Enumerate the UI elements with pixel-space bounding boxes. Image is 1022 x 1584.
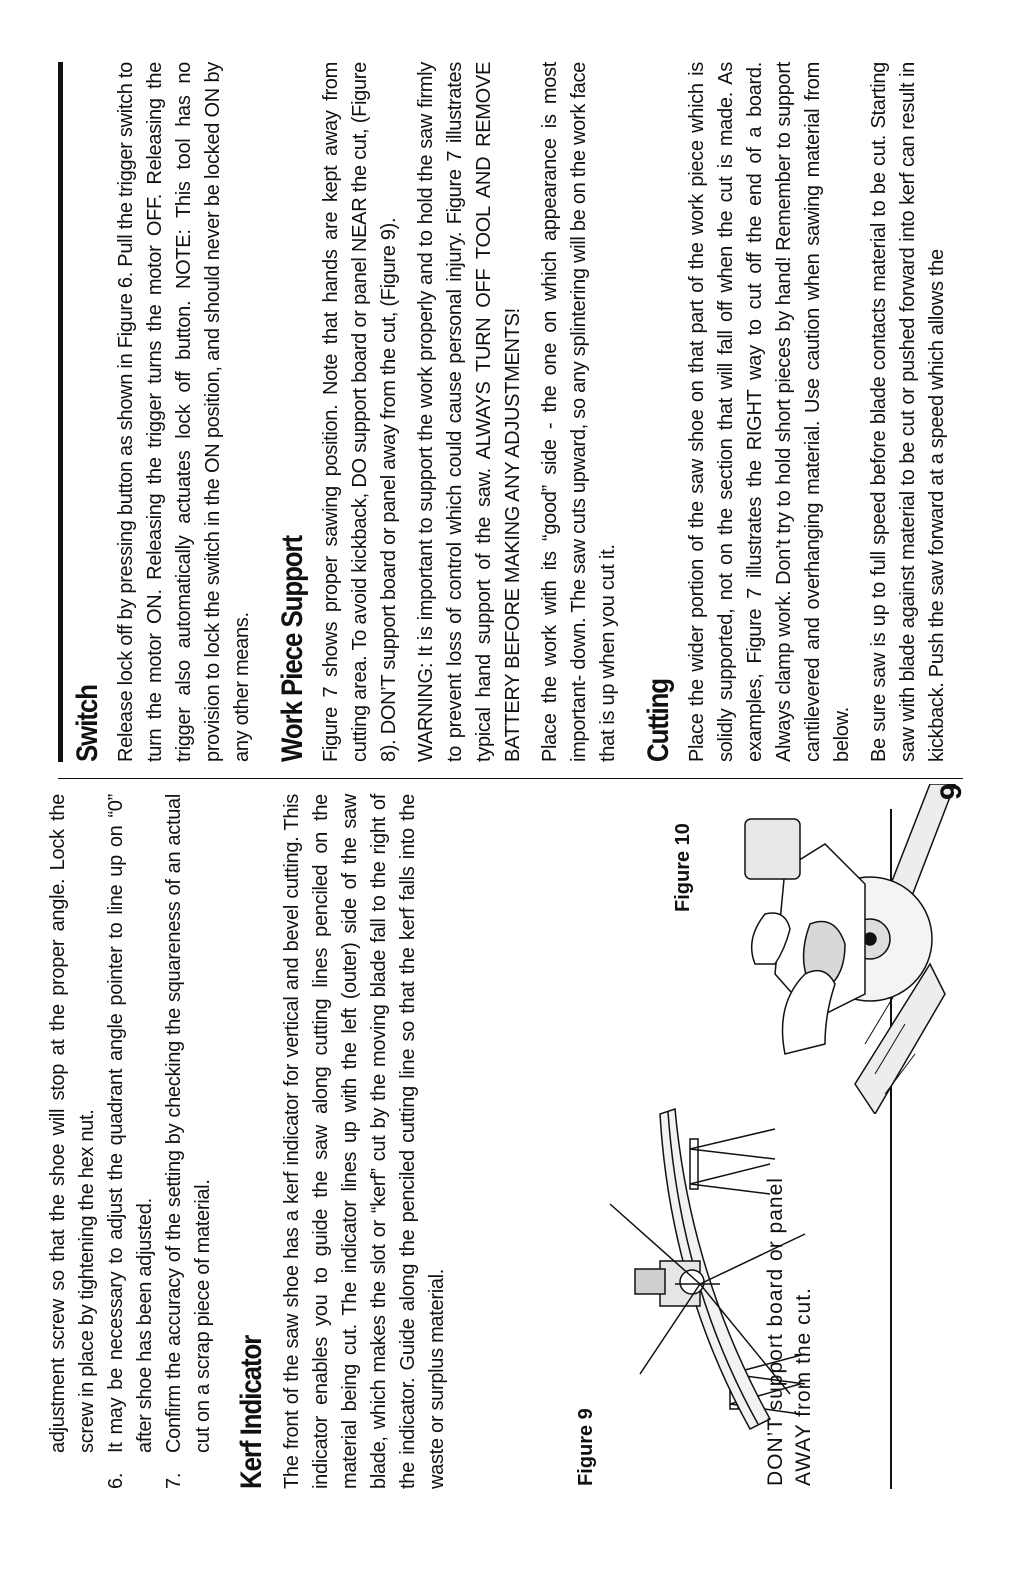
intro-paragraph: adjustment screw so that the shoe will stop at the proper angle. Lock the screw in place by tightening the hex nut. bbox=[47, 794, 98, 1453]
work-piece-paragraph-1: Figure 7 shows proper sawing position. Note that hands are kept away from cutting area. To avoid kickback, DO support board or panel NEAR the cut, (Figure 8). DON’T support board or panel away from the cut, (Figure 9). bbox=[320, 62, 400, 762]
figure-9-label: Figure 9 bbox=[575, 1408, 597, 1486]
work-piece-warning-paragraph: WARNING: It is important to support the work properly and to hold the saw firmly to prevent loss of control which could cause personal injury. Figure 7 illustrates typical hand support of the saw. ALWAYS TURN OFF TOOL AND REMOVE BATTERY BEFORE MAKING ANY ADJUSTMENTS! bbox=[415, 62, 524, 762]
list-item bbox=[102, 794, 160, 1489]
list-item-number: 6. bbox=[105, 1472, 127, 1489]
column-divider bbox=[58, 778, 963, 779]
kerf-indicator-paragraph: The front of the saw shoe has a kerf indicator for vertical and bevel cutting. This indicator enables you to guide the saw along cutting lines penciled on the material being cut. The indicator lines up with the left (outer) side of the saw blade, which makes the slot or “kerf” cut by the moving blade fall to the right of the indicator. Guide along the penciled cutting line so that the kerf falls into the waste or surplus material. bbox=[281, 794, 448, 1489]
left-column bbox=[0, 794, 452, 1489]
switch-paragraph: Release lock off by pressing button as shown in Figure 6. Pull the trigger switch to turn the motor ON. Releasing the trigger turns the motor OFF. Releasing the trigger also automatically actuates lock off button. NOTE: This tool has no provision to lock the switch in the ON position, and should never be locked ON by any other means. bbox=[115, 62, 253, 762]
adjustment-list bbox=[102, 794, 218, 1489]
page-number: 9 bbox=[935, 783, 968, 800]
cutting-heading: Cutting bbox=[642, 678, 675, 762]
list-item-text: Confirm the accuracy of the setting by checking the squareness of an actual cut on a scrap piece of material. bbox=[163, 794, 214, 1453]
figure-9-caption: DON’T support board or panel AWAY from the cut. bbox=[764, 1177, 815, 1486]
list-item-number: 7. bbox=[163, 1472, 185, 1489]
work-piece-support-heading: Work Piece Support bbox=[276, 535, 309, 762]
kerf-indicator-heading: Kerf Indicator bbox=[235, 1335, 268, 1489]
figure-10-illustration bbox=[715, 784, 960, 1114]
cutting-paragraph-1: Place the wider portion of the saw shoe on that part of the work piece which is solidly supported, not on the section that will fall off when the cut is made. As examples, Figure 7 illustrates the RIGHT way to cut off the end of a board. Always clamp work. Don’t try to hold short pieces by hand! Remember to support cantilevered and overhanging material. Use caution when sawing material from below. bbox=[686, 62, 853, 762]
switch-heading: Switch bbox=[71, 685, 104, 762]
cutting-paragraph-2: Be sure saw is up to full speed before blade contacts material to be cut. Starting saw with blade against material to be cut or pushed forward into kerf can result in kickback. Push the saw forward at a speed which allows the bbox=[868, 62, 948, 762]
figure-10-label: Figure 10 bbox=[672, 823, 694, 912]
work-piece-paragraph-3: Place the work with its “good” side - the one on which appearance is most important- down. The saw cuts upward, so any splintering will be on the work face that is up when you cut it. bbox=[539, 62, 619, 762]
right-column bbox=[0, 62, 952, 762]
list-item-text: It may be necessary to adjust the quadrant angle pointer to line up on “0” after shoe has been adjusted. bbox=[105, 794, 156, 1453]
list-item bbox=[160, 794, 218, 1489]
